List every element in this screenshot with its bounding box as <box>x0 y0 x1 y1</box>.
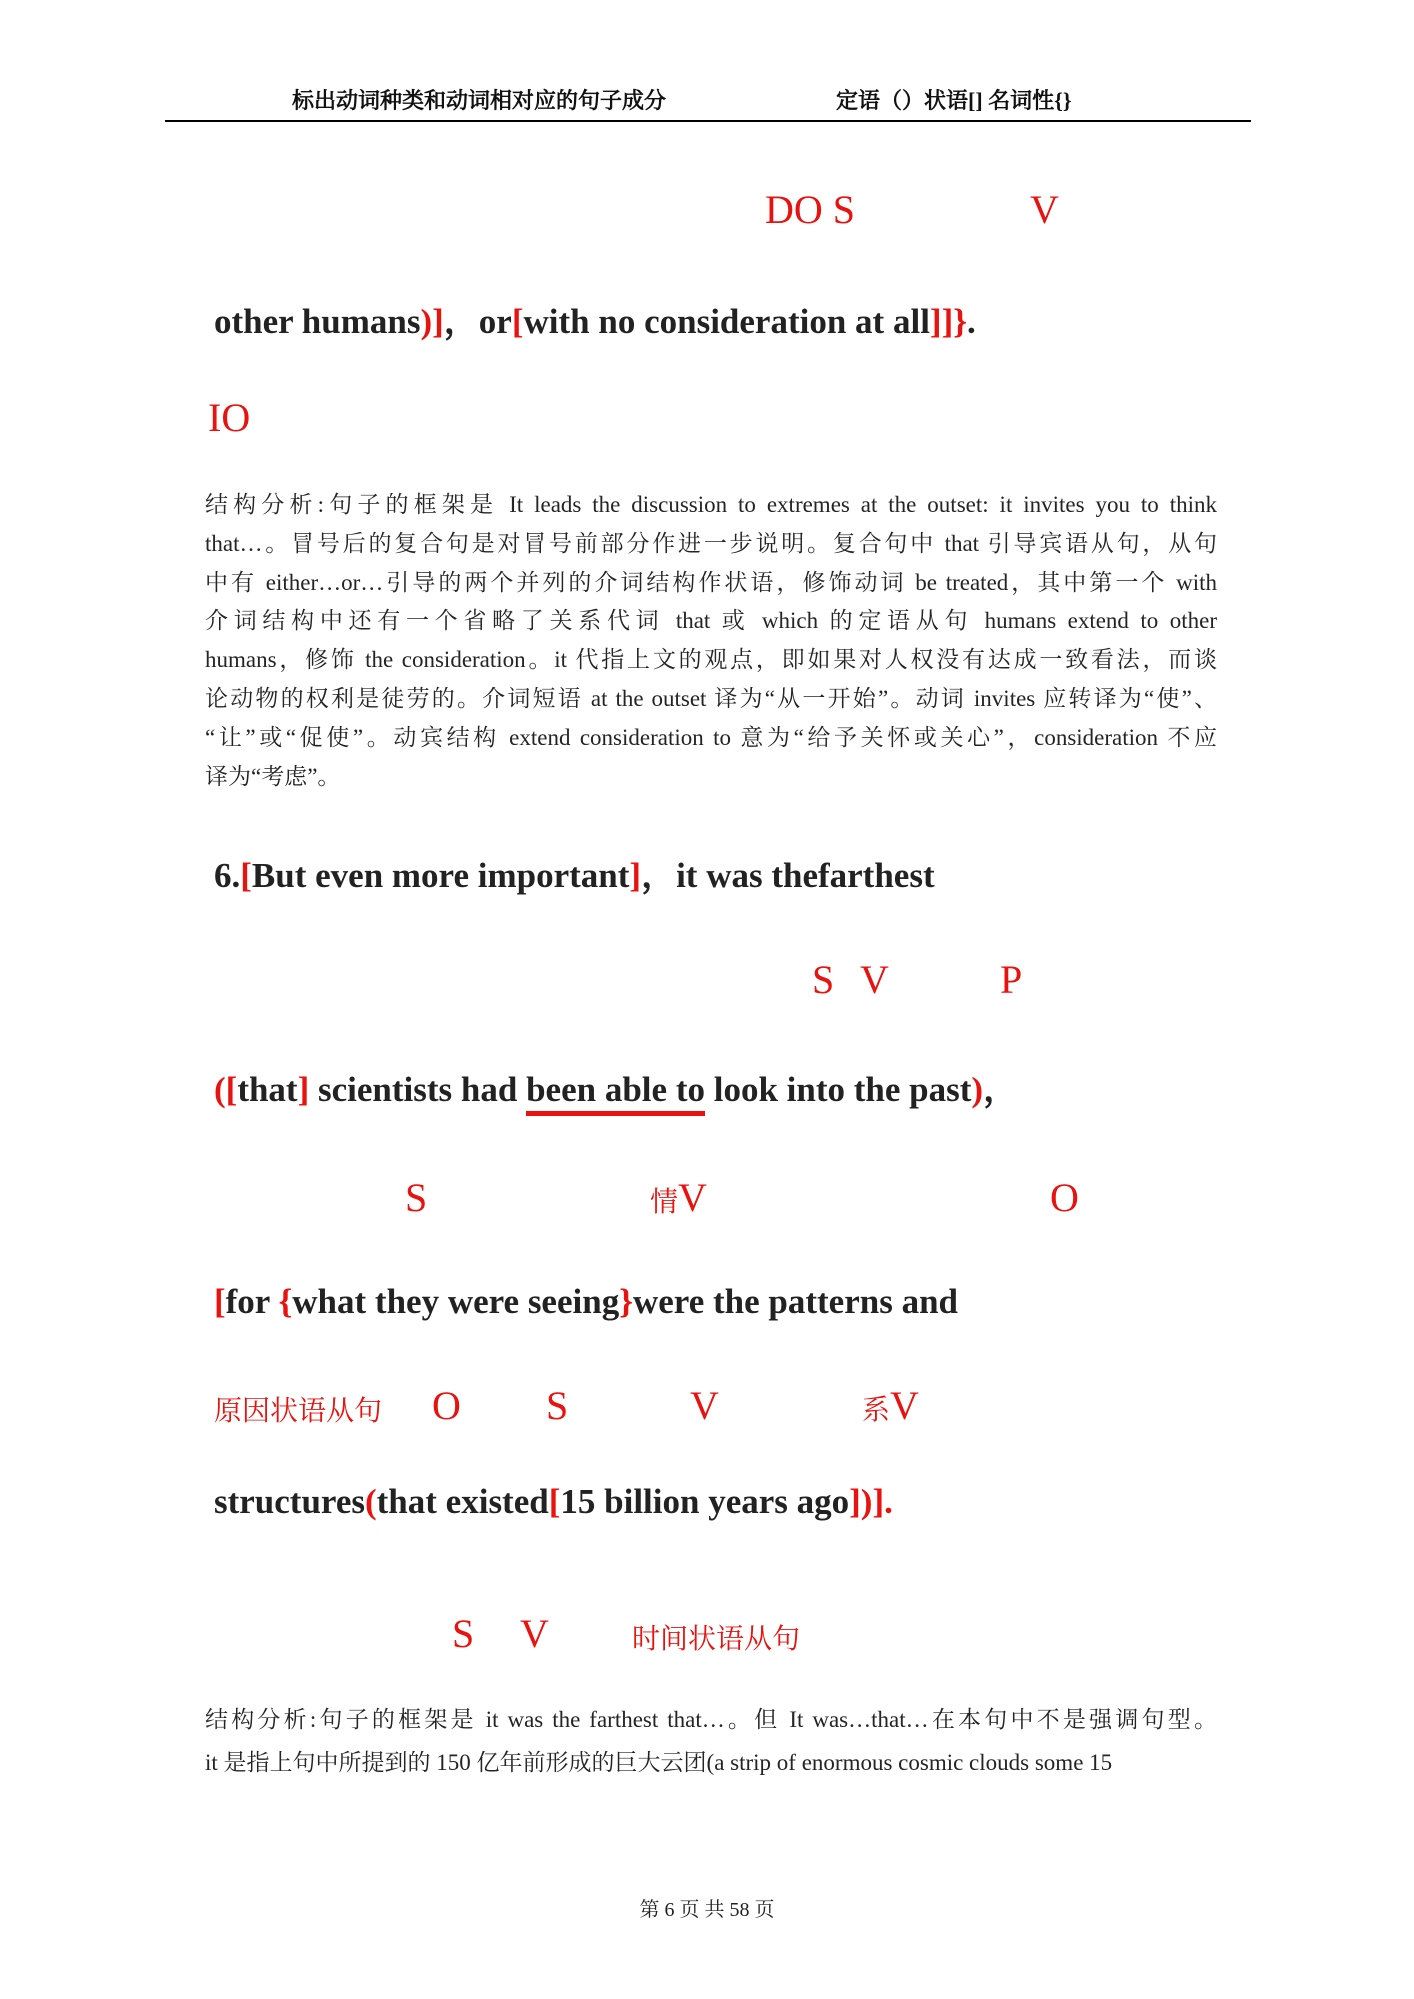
text-segment: look into the past <box>704 1070 972 1109</box>
annotation-cause-clause-label: 原因状语从句 <box>214 1396 383 1427</box>
clause-structures <box>214 1482 893 1522</box>
sentence6-heading <box>214 848 935 898</box>
text-segment: ])]. <box>849 1482 893 1521</box>
header-right-legend: 定语（）状语[] 名词性{} <box>836 88 1072 113</box>
text-segment: ] <box>629 856 642 895</box>
text-segment: { <box>278 1282 293 1321</box>
text-segment: that <box>237 1070 298 1109</box>
text-segment: ，it was thefarthest <box>641 856 935 895</box>
analysis-line: 介词结构中还有一个省略了关系代词 that 或 which 的定语从句 humans extend to other <box>205 608 1217 634</box>
text-segment: [ <box>225 1070 238 1109</box>
text-segment: scientists had <box>309 1070 527 1109</box>
text-segment: for <box>225 1282 279 1321</box>
text-segment: been able to <box>526 1070 705 1116</box>
page-number: 第 6 页 共 58 页 <box>639 1899 775 1921</box>
text-segment: ，or <box>443 302 512 341</box>
text-segment: ， <box>983 1070 1019 1109</box>
text-segment: But even more important <box>251 856 630 895</box>
analysis-line: that…。冒号后的复合句是对冒号前部分作进一步说明。复合句中 that 引导宾语从句，从句 <box>205 530 1217 556</box>
analysis-paragraph-1 <box>205 486 1217 796</box>
annotation-v-cause-row: V <box>690 1383 719 1428</box>
analysis-line: 论动物的权利是徒劳的。介词短语 at the outset 译为“从一开始”。动词 invites 应转译为“使”、 <box>205 685 1217 711</box>
analysis-line: 译为“考虑”。 <box>205 763 341 789</box>
text-segment: were the patterns and <box>633 1282 959 1321</box>
analysis-line: 结构分析:句子的框架是 it was the farthest that…。但 It was…that…在本句中不是强调句型。 <box>205 1707 1217 1732</box>
analysis-line: humans，修饰 the consideration。it 代指上文的观点，即如果对人权没有达成一致看法，而谈 <box>205 647 1217 673</box>
text-segment: )] <box>420 302 444 341</box>
text-segment: [ <box>511 302 524 341</box>
annotation-v-svp: V <box>860 957 889 1002</box>
header-left-title: 标出动词种类和动词相对应的句子成分 <box>292 88 667 113</box>
analysis-line: 中有 either…or…引导的两个并列的介词结构作状语，修饰动词 be treated，其中第一个 with <box>205 569 1217 595</box>
sentence5-tail <box>214 294 976 344</box>
annotation-v-main: V <box>1030 187 1059 232</box>
text-segment: ]]} <box>929 302 968 341</box>
analysis-line: 结构分析:句子的框架是 It leads the discussion to extremes at the outset: it invites you to think <box>205 492 1217 517</box>
text-segment: that existed <box>376 1482 549 1521</box>
text-segment: ( <box>365 1482 377 1521</box>
text-segment: what they were seeing <box>292 1282 620 1321</box>
annotation-p: P <box>1000 957 1023 1002</box>
clause-scientists <box>214 1062 1018 1112</box>
text-segment: other humans <box>214 302 421 341</box>
text-segment: 15 billion years ago <box>560 1482 850 1521</box>
text-segment: 系 <box>862 1395 891 1426</box>
text-segment: [ <box>214 1282 226 1321</box>
annotation-o-modal-row: O <box>1050 1175 1079 1220</box>
text-segment: 情 <box>650 1187 679 1218</box>
text-segment: ] <box>297 1070 310 1109</box>
annotation-link-v <box>862 1384 919 1428</box>
annotation-s-cause-row: S <box>546 1383 569 1428</box>
text-segment: . <box>967 302 976 341</box>
header-rule <box>165 120 1251 122</box>
annotation-s-svp: S <box>812 957 835 1002</box>
annotation-modal-v <box>650 1176 707 1220</box>
annotation-s-modal-row: S <box>405 1175 428 1220</box>
analysis-line: it 是指上句中所提到的 150 亿年前形成的巨大云团(a strip of enormous cosmic clouds some 15 <box>205 1750 1113 1775</box>
text-segment: 6. <box>214 856 241 895</box>
text-segment: structures <box>214 1482 365 1521</box>
text-segment: ( <box>214 1070 226 1109</box>
annotation-io: IO <box>208 395 251 440</box>
text-segment: V <box>678 1175 707 1220</box>
clause-for-what <box>214 1282 958 1322</box>
text-segment: [ <box>240 856 252 895</box>
text-segment: [ <box>548 1482 561 1521</box>
annotation-o-cause-row: O <box>432 1383 461 1428</box>
analysis-line: “让”或“促使”。动宾结构 extend consideration to 意为“给予关怀或关心”，consideration 不应 <box>205 724 1217 750</box>
text-segment: } <box>619 1282 633 1321</box>
annotation-time-clause-label: 时间状语从句 <box>632 1624 801 1655</box>
annotation-do-s: DO S <box>765 187 856 232</box>
annotation-v-time-row: V <box>520 1611 549 1656</box>
analysis-paragraph-2 <box>205 1698 1217 1784</box>
text-segment: with no consideration at all <box>523 302 930 341</box>
text-segment: ) <box>971 1070 984 1109</box>
annotation-s-time-row: S <box>452 1611 475 1656</box>
text-segment: V <box>890 1383 919 1428</box>
